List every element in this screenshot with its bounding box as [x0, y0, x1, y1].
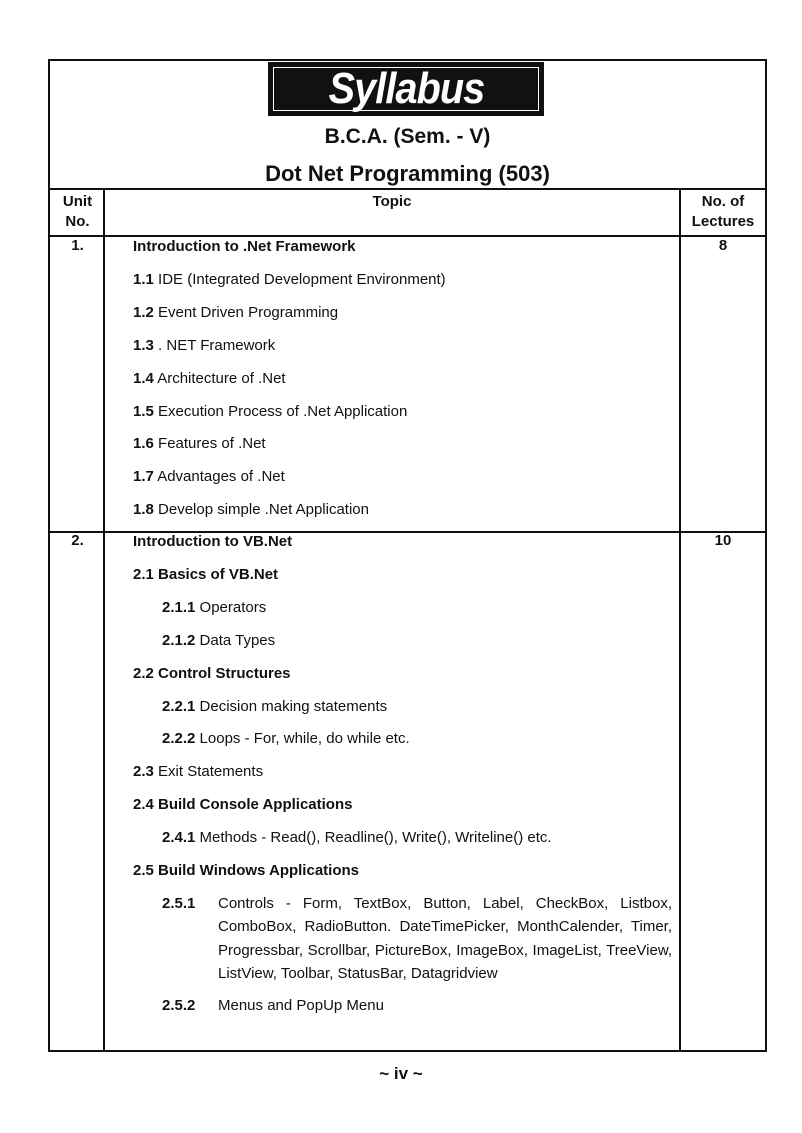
topic-item	[133, 270, 446, 290]
topic-number: 1.6	[133, 435, 154, 453]
topic-text: Methods - Read(), Readline(), Write(), Writeline() etc.	[195, 829, 552, 847]
divider	[679, 188, 681, 1050]
subject-title: Dot Net Programming (503)	[265, 161, 550, 186]
topic-item	[133, 369, 286, 389]
topic-item	[133, 402, 407, 422]
topic-text: Develop simple .Net Application	[153, 501, 369, 519]
topic-item	[162, 729, 410, 749]
divider	[103, 188, 105, 1050]
topic-item	[133, 303, 338, 323]
topic-item	[133, 861, 359, 881]
topic-text: Execution Process of .Net Application	[153, 402, 408, 420]
topic-text: Operators	[195, 598, 267, 616]
unit-number: 2.	[71, 532, 84, 549]
topic-item	[133, 762, 263, 782]
page-number: ~ iv ~	[379, 1064, 423, 1083]
topic-number: 2.5.1	[162, 894, 196, 912]
topic-item	[162, 631, 275, 651]
header-lect-l2: Lectures	[691, 213, 755, 230]
topic-item	[162, 598, 266, 618]
topic-text: Features of .Net	[153, 435, 266, 453]
topic-text: Exit Statements	[153, 763, 264, 781]
topic-item	[133, 434, 266, 454]
header-lect-l1: No. of	[701, 193, 745, 210]
divider	[50, 188, 765, 190]
lecture-count: 10	[714, 532, 732, 549]
header-unit-l1: Unit	[62, 193, 93, 210]
topic-item	[133, 532, 292, 552]
lecture-count: 8	[718, 237, 728, 254]
topic-number: 2.1.1	[162, 598, 196, 616]
topic-number: 1.3	[133, 336, 154, 354]
topic-text: Menus and PopUp Menu	[218, 997, 384, 1015]
topic-item	[162, 828, 552, 848]
topic-text: Decision making statements	[195, 697, 388, 715]
topic-item	[133, 795, 352, 815]
topic-item	[162, 892, 672, 986]
topic-text: 2.1 Basics of VB.Net	[133, 565, 279, 583]
topic-item	[133, 664, 291, 684]
topic-text: . NET Framework	[153, 336, 276, 354]
topic-number: 1.5	[133, 402, 154, 420]
topic-number: 1.8	[133, 501, 154, 519]
topic-text: IDE (Integrated Development Environment)	[153, 270, 446, 288]
topic-text: Controls - Form, TextBox, Button, Label, CheckBox, Listbox, ComboBox, RadioButton. DateTimePicker, MonthCalender, Timer, Progressbar, Scrollbar, PictureBox, ImageBox, ImageList, TreeView, ListView, Toolbar, StatusBar, Datagridview	[218, 894, 672, 983]
topic-text: Event Driven Programming	[153, 303, 339, 321]
topic-number: 1.2	[133, 303, 154, 321]
topic-item	[133, 565, 278, 585]
syllabus-table	[48, 59, 767, 1052]
header-unit-l2: No.	[65, 213, 90, 230]
topic-item	[133, 500, 369, 520]
topic-number: 2.5.2	[162, 997, 196, 1015]
unit-number: 1.	[71, 237, 84, 254]
topic-item	[162, 994, 672, 1018]
topic-number: 2.2.2	[162, 730, 196, 748]
topic-item	[133, 336, 275, 356]
topic-text: Introduction to VB.Net	[133, 533, 293, 550]
topic-number: 1.4	[133, 369, 154, 387]
topic-text: Data Types	[195, 631, 276, 649]
header-topic: Topic	[372, 193, 412, 210]
topic-number: 2.2.1	[162, 697, 196, 715]
topic-number: 1.7	[133, 468, 154, 486]
header-lectures	[681, 192, 765, 232]
topic-text: 2.5 Build Windows Applications	[133, 862, 359, 879]
syllabus-logo	[268, 62, 544, 116]
topic-item	[162, 697, 387, 717]
topic-number: 2.1.2	[162, 631, 196, 649]
course-title: B.C.A. (Sem. - V)	[324, 125, 491, 148]
topic-number: 2.4.1	[162, 829, 196, 847]
header-unit	[50, 192, 105, 232]
topic-text: Advantages of .Net	[153, 468, 285, 486]
topic-number: 2.3	[133, 763, 154, 781]
topic-text: Architecture of .Net	[153, 369, 286, 387]
logo-text: Syllabus	[328, 64, 484, 113]
topic-item	[133, 467, 285, 487]
topic-text: Introduction to .Net Framework	[133, 238, 356, 255]
topic-text: Loops - For, while, do while etc.	[195, 730, 410, 748]
topic-text: 2.4 Build Console Applications	[133, 796, 353, 814]
topic-item	[133, 237, 356, 257]
topic-text: 2.2 Control Structures	[133, 664, 291, 682]
topic-number: 1.1	[133, 270, 154, 288]
